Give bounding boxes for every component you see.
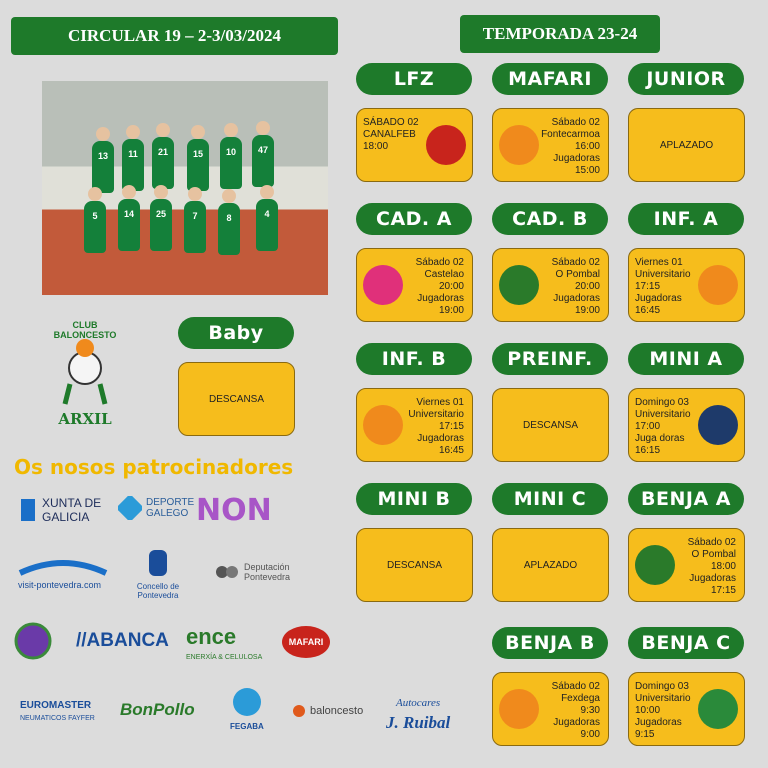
season-banner: TEMPORADA 23-24	[460, 15, 660, 53]
team-card	[492, 672, 609, 746]
card-line: 20:00	[574, 281, 600, 292]
green-club-logo	[698, 689, 738, 729]
team-card	[492, 248, 609, 322]
sponsors-title: Os nosos patrocinadores	[14, 455, 294, 479]
arxil-logo	[698, 265, 738, 305]
card-line: 16:00	[574, 141, 600, 152]
team-card	[628, 528, 745, 602]
concello-logo: Concello de Pontevedra	[128, 548, 188, 600]
card-line: 17:00	[635, 421, 661, 432]
card-details	[541, 117, 600, 177]
non-logo: NON	[196, 493, 272, 528]
team-pill: CAD. A	[356, 203, 472, 235]
team-pill: BENJA A	[628, 483, 744, 515]
card-line: 16:45	[438, 445, 464, 456]
euromaster-logo: EUROMASTER NEUMATICOS FAYFER	[20, 700, 95, 722]
ence-logo: ence ENERXÍA & CELULOSA	[186, 624, 263, 661]
team-card	[628, 248, 745, 322]
deputacion-logo: Deputación Pontevedra	[214, 560, 304, 584]
card-details	[688, 537, 736, 597]
team-pill: PREINF.	[492, 343, 608, 375]
card-line: Sábado 02	[415, 257, 464, 268]
card-line: Universitario	[408, 409, 464, 420]
cb-vilagarcia-logo	[363, 265, 403, 305]
club-logo	[40, 318, 130, 430]
card-line: Domingo 03	[635, 397, 689, 408]
card-details	[408, 397, 464, 457]
arxil-logo	[363, 405, 403, 445]
card-line: 9:30	[580, 705, 600, 716]
card-line: 9:00	[580, 729, 600, 740]
card-line: Jugadoras	[553, 293, 600, 304]
card-line: 10:00	[635, 705, 661, 716]
circular-banner: CIRCULAR 19 – 2-3/03/2024	[11, 17, 338, 55]
card-line: Jugadoras	[417, 293, 464, 304]
team-pill: MINI B	[356, 483, 472, 515]
team-pill: BENJA B	[492, 627, 608, 659]
team-card: DESCANSA	[356, 528, 473, 602]
card-line: Viernes 01	[416, 397, 464, 408]
fegaba-logo: FEGABA	[230, 686, 264, 731]
card-line: Jugadoras	[553, 153, 600, 164]
card-line: 16:15	[635, 445, 661, 456]
baloncesto-espana-logo: baloncesto	[292, 704, 363, 718]
card-line: Fexdega	[561, 693, 600, 704]
card-line: 15:00	[574, 165, 600, 176]
cambados-logo	[499, 265, 539, 305]
mafari-logo: MAFARI	[282, 626, 330, 658]
card-line: 18:00	[363, 141, 389, 152]
card-line: Sábado 02	[687, 537, 736, 548]
card-line: 17:15	[635, 281, 661, 292]
team-photo: 13 11 21 15 10 47 5 14 25 7 8 4	[42, 81, 328, 295]
cambados-logo	[635, 545, 675, 585]
team-pill: JUNIOR	[628, 63, 744, 95]
card-line: 19:00	[574, 305, 600, 316]
esclavas-logo	[698, 405, 738, 445]
card-details	[363, 117, 419, 153]
card-line: SÁBADO 02	[363, 117, 419, 128]
card-line: Universitario	[635, 693, 691, 704]
card-details	[552, 681, 600, 741]
team-pill: CAD. B	[492, 203, 608, 235]
card-line: Domingo 03	[635, 681, 689, 692]
card-line: 16:45	[635, 305, 661, 316]
card-line: 20:00	[438, 281, 464, 292]
team-pill: LFZ	[356, 63, 472, 95]
card-line: Sábado 02	[551, 117, 600, 128]
visit-pontevedra-logo: visit-pontevedra.com	[18, 558, 108, 590]
card-line: Jugadoras	[417, 433, 464, 444]
card-details	[635, 397, 691, 457]
opponent-logo	[426, 125, 466, 165]
team-pill: INF. A	[628, 203, 744, 235]
card-line: O Pombal	[555, 269, 600, 280]
deporte-galego-logo: DEPORTE GALEGO	[118, 496, 196, 520]
clb-logo	[499, 125, 539, 165]
team-pill: MAFARI	[492, 63, 608, 95]
card-line: Universitario	[635, 409, 691, 420]
team-card	[628, 388, 745, 462]
card-line: Sábado 02	[551, 681, 600, 692]
team-card: APLAZADO	[628, 108, 745, 182]
card-line: Juga doras	[635, 433, 685, 444]
galaxy-logo	[14, 622, 52, 660]
baby-card: DESCANSA	[178, 362, 295, 436]
team-card	[356, 248, 473, 322]
team-card	[628, 672, 745, 746]
card-line: Viernes 01	[635, 257, 683, 268]
baby-pill: Baby	[178, 317, 294, 349]
card-details	[635, 681, 691, 741]
team-pill: MINI C	[492, 483, 608, 515]
card-line: Sábado 02	[551, 257, 600, 268]
team-pill: BENJA C	[628, 627, 744, 659]
team-pill: MINI A	[628, 343, 744, 375]
card-line: Jugadoras	[689, 573, 736, 584]
ruibal-logo: Autocares J. Ruibal	[386, 697, 451, 732]
team-card: DESCANSA	[492, 388, 609, 462]
card-details	[552, 257, 600, 317]
card-line: 18:00	[710, 561, 736, 572]
club-name: CLUB BALONCESTO	[53, 320, 117, 340]
card-line: Universitario	[635, 269, 691, 280]
abanca-logo: //ABANCA	[76, 630, 169, 651]
card-line: 17:15	[438, 421, 464, 432]
card-line: O Pombal	[691, 549, 736, 560]
card-line: Jugadoras	[635, 717, 682, 728]
card-line: Jugadoras	[635, 293, 682, 304]
club-name-arxil: ARXIL	[58, 410, 112, 428]
team-pill: INF. B	[356, 343, 472, 375]
card-line: 19:00	[438, 305, 464, 316]
card-line: 9:15	[635, 729, 655, 740]
xunta-logo: XUNTA DE GALICIA	[18, 496, 110, 524]
team-card	[492, 108, 609, 182]
card-line: 17:15	[710, 585, 736, 596]
team-card	[356, 388, 473, 462]
card-line: Jugadoras	[553, 717, 600, 728]
card-details	[416, 257, 464, 317]
team-card	[356, 108, 473, 182]
card-details	[635, 257, 691, 317]
card-line: CANALFEB	[363, 129, 416, 140]
clb-logo	[499, 689, 539, 729]
card-line: Fontecarmoa	[541, 129, 600, 140]
card-line: Castelao	[424, 269, 464, 280]
bonpollo-logo: BonPollo	[120, 700, 195, 719]
team-card: APLAZADO	[492, 528, 609, 602]
